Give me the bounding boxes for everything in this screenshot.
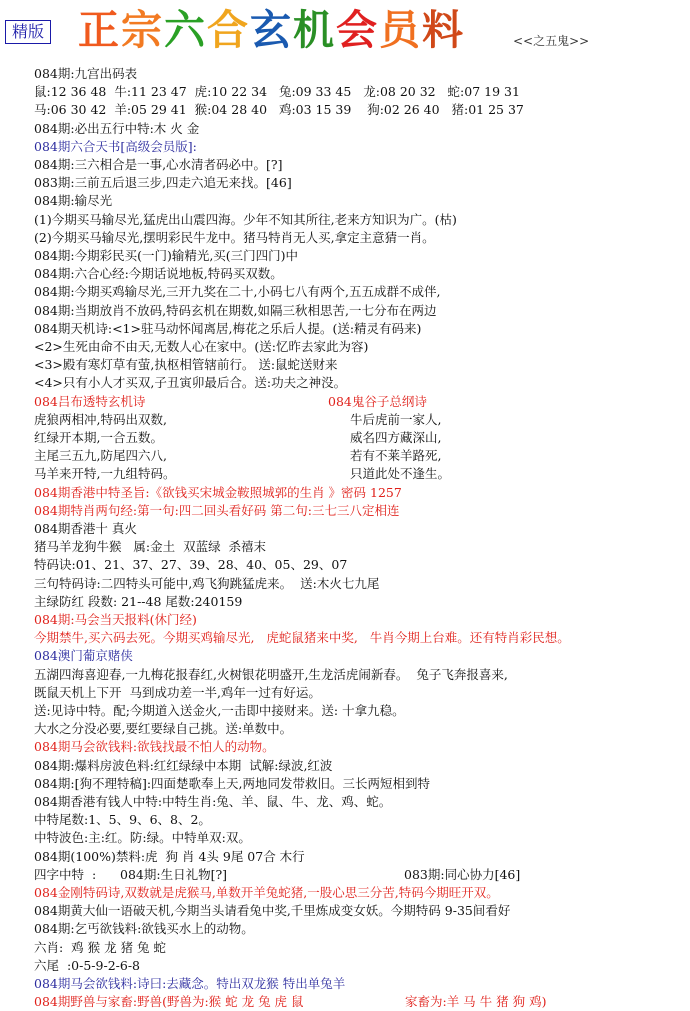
line-text: 特码诀:01、21、37、27、39、28、40、05、29、07 (34, 557, 348, 573)
line-text: 大水之分没必要,要红要绿自己挑。送:单数中。 (34, 721, 293, 737)
line-text: 六尾 :0-5-9-2-6-8 (34, 957, 140, 973)
line-text-right: 只道此处不逢生。 (350, 466, 451, 482)
text-line (0, 464, 690, 483)
text-line (0, 956, 690, 975)
line-text: 六肖: 鸡 猴 龙 猪 兔 蛇 (34, 939, 167, 955)
text-line (0, 191, 690, 210)
text-line (0, 228, 690, 247)
text-line (0, 355, 690, 374)
text-line (0, 683, 690, 702)
text-line (0, 119, 690, 138)
line-text: 084期香港中特圣旨:《欲钱买宋城金鞍照城郭的生肖 》密码 1257 (34, 484, 402, 500)
title-char: 六 (164, 6, 207, 54)
text-line (0, 100, 690, 119)
line-text: 084期:必出五行中特:木 火 金 (34, 120, 200, 136)
text-line (0, 756, 690, 775)
text-line (0, 446, 690, 465)
text-line (0, 828, 690, 847)
text-line (0, 774, 690, 793)
line-text: 中特波色:主:红。防:绿。中特单双:双。 (34, 830, 251, 846)
line-text: 中特尾数:1、5、9、6、8、2。 (34, 812, 211, 828)
text-line (0, 628, 690, 647)
title-char: 合 (207, 6, 250, 54)
text-line (0, 847, 690, 866)
line-text-right: 若有不莱羊路死, (350, 448, 442, 464)
line-text: 084期(100%)禁料:虎 狗 肖 4头 9尾 07合 木行 (34, 848, 305, 864)
text-line (0, 319, 690, 338)
text-line (0, 264, 690, 283)
text-line (0, 246, 690, 265)
line-text: 084期六合天书[高级会员版]: (34, 138, 197, 154)
line-text: 084期:六合心经:今期话说地板,特码买双数。 (34, 266, 283, 282)
line-text: 084期黄大仙一语破天机,今期当头请看兔中奖,千里炼成变女妖。今期特码 9-35间看好 (34, 903, 511, 919)
text-line (0, 592, 690, 611)
text-line (0, 282, 690, 301)
title-char: 料 (422, 6, 465, 54)
text-line (0, 173, 690, 192)
text-line (0, 337, 690, 356)
line-text: 四字中特 : 084期:生日礼物[?] (34, 866, 228, 882)
line-text: 084期:乞丐欲钱料:欲钱买水上的动物。 (34, 921, 254, 937)
line-text: 三句特码诗:二四特头可能中,鸡飞狗跳猛虎来。 送:木火七九尾 (34, 575, 380, 591)
line-text: 084期:爆料房波色料:红红绿绿中本期 试解:绿波,红波 (34, 757, 333, 773)
text-line (0, 810, 690, 829)
title-char: 正 (78, 6, 121, 54)
text-line (0, 137, 690, 156)
line-text: 084期:当期放肖不放码,特码玄机在期数,如隔三秋相思苦,一七分布在两边 (34, 302, 437, 318)
line-text: 084期马会欲钱料:诗曰:去藏念。特出双龙猴 特出单兔羊 (34, 976, 346, 991)
text-line (0, 737, 690, 756)
line-text: 马羊来开特,一九组特码。 (34, 466, 176, 482)
line-text: 084期:三六相合是一事,心水清者码必中。[?] (34, 157, 283, 172)
line-text: 084期:九宫出码表 (34, 66, 138, 81)
line-text-right: 084鬼谷子总纲诗 (328, 393, 427, 409)
text-line (0, 410, 690, 429)
line-text: 084期香港十 真火 (34, 521, 137, 536)
text-line (0, 64, 690, 83)
line-text: 084期天机诗:<1>驻马动怀闻离居,梅花之乐后人提。(送:精灵有码来) (34, 320, 422, 336)
text-line (0, 483, 690, 502)
line-text: 红绿开本期,一合五数。 (34, 430, 163, 445)
text-line (0, 701, 690, 720)
line-text: 主尾三五九,防尾四六八, (34, 448, 167, 464)
line-text: 084期:今期彩民买(一门)输精光,买(三门四门)中 (34, 248, 299, 263)
text-line (0, 865, 690, 884)
text-line (0, 501, 690, 520)
text-line (0, 938, 690, 957)
text-line (0, 719, 690, 738)
text-line (0, 555, 690, 574)
text-line (0, 665, 690, 684)
line-text: 主绿防红 段数: 21--48 尾数:240159 (34, 593, 243, 609)
text-line (0, 901, 690, 920)
title-char: 会 (336, 6, 379, 54)
line-text: <2>生死由命不由天,无数人心在家中。(送:忆昨去家此为容) (34, 339, 369, 354)
edition-badge: 精版 (5, 20, 51, 44)
text-line (0, 519, 690, 538)
line-text: 084期:输尽光 (34, 193, 113, 209)
text-line (0, 992, 690, 1011)
line-text: 083期:三前五后退三步,四走六追无来找。[46] (34, 175, 292, 191)
line-text: <4>只有小人才买双,子丑寅卯最后合。送:功夫之神没。 (34, 375, 347, 391)
text-line (0, 373, 690, 392)
title-char: 员 (379, 6, 422, 54)
text-line (0, 537, 690, 556)
line-text: 猪马羊龙狗牛猴 属:金土 双蓝绿 杀禧末 (34, 539, 267, 555)
line-text: 084期:马会当天报料(休门经) (34, 612, 197, 627)
line-text: 084期:今期买鸡输尽光,三开九奖在二十,小码七八有两个,五五成群不成伴, (34, 284, 441, 300)
line-text: 送:见诗中特。配;今期道入送金火,一击即中接财来。送: 十拿九稳。 (34, 703, 405, 718)
text-line (0, 646, 690, 665)
title-char: 宗 (121, 6, 164, 54)
text-line (0, 610, 690, 629)
line-text: 084期:[狗不理特稿]:四面楚歌奉上天,两地同发带救旧。三长两短相到特 (34, 775, 431, 791)
line-text: (2)今期买马输尽光,摆明彩民牛龙中。猪马特肖无人买,拿定主意猜一肖。 (34, 229, 435, 245)
line-text: 马:06 30 42 羊:05 29 41 猴:04 28 40 鸡:03 15 39 狗:02 26 40 猪:01 25 37 (34, 102, 524, 118)
line-text-right: 家畜为:羊 马 牛 猪 狗 鸡) (405, 994, 547, 1010)
line-text-right: 威名四方藏深山, (350, 430, 442, 445)
text-line (0, 883, 690, 902)
line-text: 今期禁牛,买六码去死。今期买鸡输尽光, 虎蛇鼠猪来中奖, 牛肖今期上台难。还有特肖彩民想。 (34, 630, 570, 646)
page-title (78, 4, 465, 56)
title-char: 玄 (250, 6, 293, 54)
line-text: 鼠:12 36 48 牛:11 23 47 虎:10 22 34 兔:09 33 45 龙:08 20 32 蛇:07 19 31 (34, 84, 520, 100)
line-text: 084期特肖两句经:第一句:四二回头看好码 第二句:三七三八定相连 (34, 502, 400, 518)
line-text: 084吕布透特玄机诗 (34, 393, 146, 409)
line-text-right: 牛后虎前一家人, (350, 411, 442, 427)
text-line (0, 919, 690, 938)
line-text: 五湖四海喜迎春,一九梅花报春红,火树银花明盛开,生龙活虎闹新春。 兔子飞奔报喜来, (34, 666, 508, 682)
text-line (0, 574, 690, 593)
line-text: 084期香港有钱人中特:中特生肖:兔、羊、鼠、牛、龙、鸡、蛇。 (34, 794, 392, 809)
subtitle-tag: <<之五鬼>> (513, 34, 590, 48)
line-text: 084澳门葡京赌侠 (34, 648, 133, 664)
text-line (0, 974, 690, 993)
line-text: <3>殿有寒灯草有萤,执枢相管辖前行。 送:鼠蛇送财来 (34, 357, 338, 373)
line-text: 既鼠天机上下开 马到成功差一半,鸡年一过有好运。 (34, 684, 321, 700)
line-text: 084期野兽与家畜:野兽(野兽为:猴 蛇 龙 兔 虎 鼠 (34, 994, 304, 1010)
line-text: 虎狼两相冲,特码出双数, (34, 411, 167, 427)
text-line (0, 392, 690, 411)
line-text: (1)今期买马输尽光,猛虎出山震四海。少年不知其所往,老来方知识为广。(枯) (34, 211, 457, 227)
title-char: 机 (293, 6, 336, 54)
text-line (0, 82, 690, 101)
line-text-right: 083期:同心协力[46] (404, 866, 521, 882)
text-line (0, 428, 690, 447)
header (0, 0, 690, 62)
line-text: 084期马会欲钱料:欲钱找最不怕人的动物。 (34, 739, 275, 755)
text-line (0, 155, 690, 174)
text-line (0, 210, 690, 229)
line-text: 084金刚特码诗,双数就是虎猴马,单数开羊兔蛇猪,一股心思三分苦,特码今期旺开双。 (34, 885, 499, 900)
text-line (0, 792, 690, 811)
text-line (0, 301, 690, 320)
